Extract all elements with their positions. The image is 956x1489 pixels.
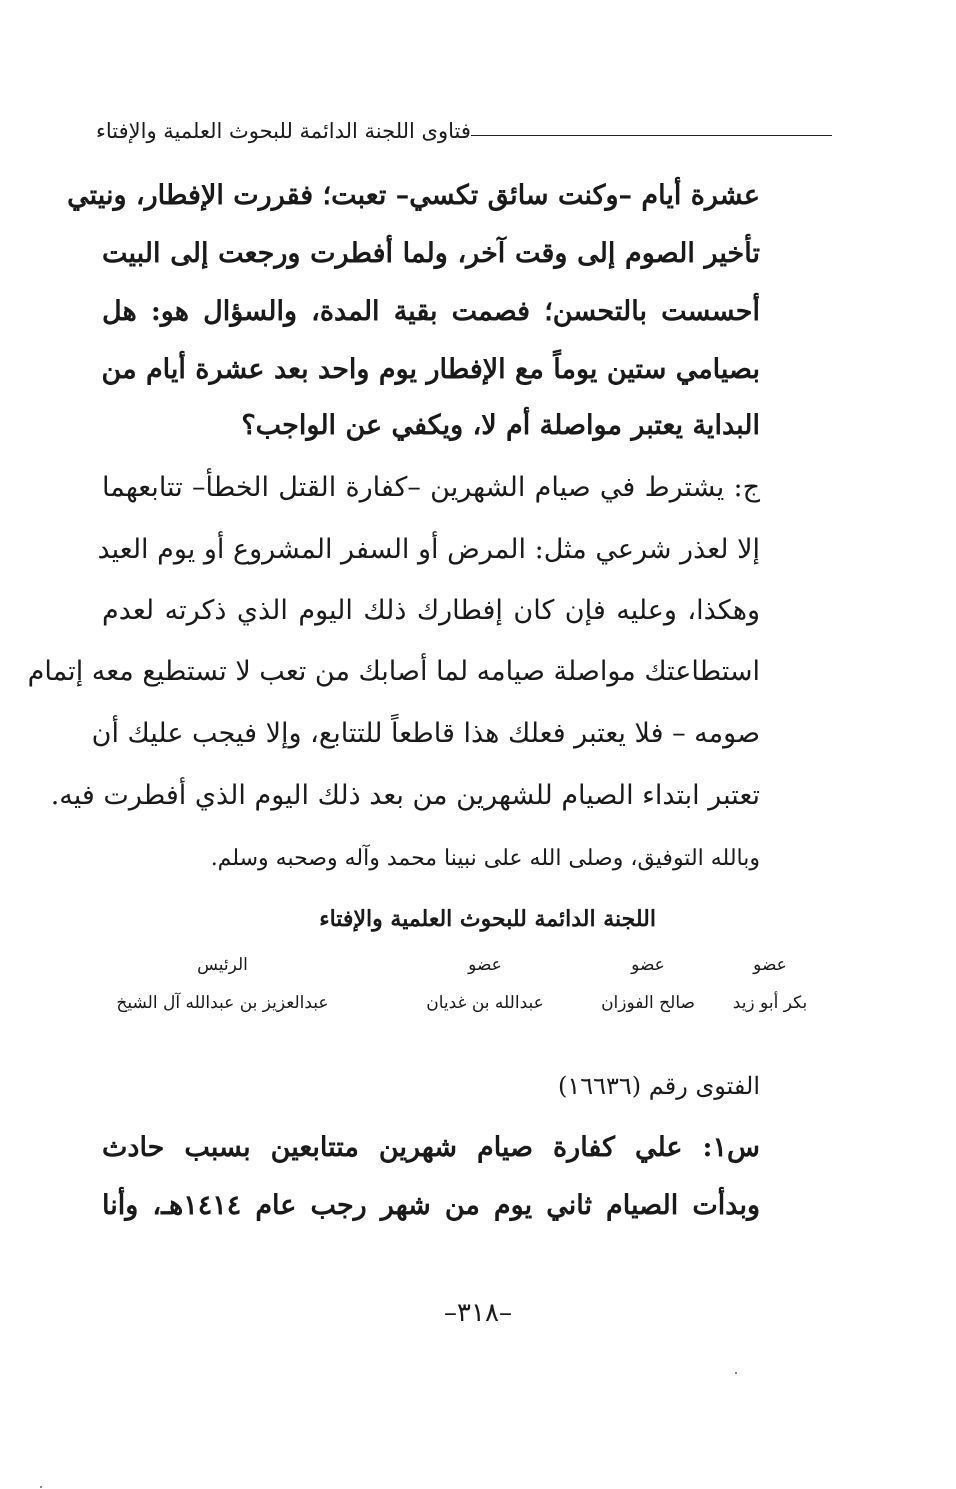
answer-line: إلا لعذر شرعي مثل: المرض أو السفر المشروع أو يوم العيد — [97, 534, 760, 565]
member-signature — [720, 955, 820, 1013]
member-role: الرئيس — [197, 955, 248, 975]
member-role: عضو — [468, 955, 502, 975]
committee-members — [100, 955, 820, 1035]
question-line: البداية يعتبر مواصلة أم لا، ويكفي عن الواجب؟ — [241, 410, 760, 441]
next-question-line: وبدأت الصيام ثاني يوم من شهر رجب عام ١٤١٤هـ، وأنا — [102, 1190, 761, 1221]
question-line: تأخير الصوم إلى وقت آخر، ولما أفطرت ورجعت إلى البيت — [102, 238, 760, 269]
closing-prayer: وبالله التوفيق، وصلى الله على نبينا محمد وآله وصحبه وسلم. — [210, 846, 760, 871]
answer-line: تعتبر ابتداء الصيام للشهرين من بعد ذلك اليوم الذي أفطرت فيه. — [50, 780, 760, 811]
question-line: بصيامي ستين يوماً مع الإفطار يوم واحد بعد عشرة أيام من — [101, 354, 760, 385]
running-title: فتاوى اللجنة الدائمة للبحوث العلمية والإفتاء — [96, 119, 471, 143]
member-signature — [100, 955, 345, 1013]
answer-line: ج: يشترط في صيام الشهرين –كفارة القتل الخطأ– تتابعهما — [102, 472, 760, 503]
member-role: عضو — [631, 955, 665, 975]
member-signature — [415, 955, 555, 1013]
page-number: –٣١٨– — [444, 1298, 512, 1328]
scan-speck — [735, 1372, 737, 1374]
next-question-line: س١: علي كفارة صيام شهرين متتابعين بسبب حادث — [102, 1132, 760, 1163]
question-line: عشرة أيام –وكنت سائق تكسي– تعبت؛ فقررت الإفطار، ونيتي — [67, 180, 760, 211]
member-name: عبدالعزيز بن عبدالله آل الشيخ — [116, 993, 329, 1013]
member-name: صالح الفوزان — [601, 993, 695, 1013]
answer-line: صومه – فلا يعتبر فعلك هذا قاطعاً للتتابع، وإلا فيجب عليك أن — [91, 718, 760, 749]
member-name: عبدالله بن غديان — [426, 993, 544, 1013]
member-signature — [588, 955, 708, 1013]
fatwa-number: الفتوى رقم (١٦٦٣٦) — [557, 1072, 760, 1100]
scan-speck — [40, 1486, 42, 1488]
running-header — [96, 113, 846, 149]
member-role: عضو — [753, 955, 787, 975]
answer-line: وهكذا، وعليه فإن كان إفطارك ذلك اليوم الذي ذكرته لعدم — [102, 595, 760, 626]
header-rule — [471, 135, 832, 136]
answer-line: استطاعتك مواصلة صيامه لما أصابك من تعب لا تستطيع معه إتمام — [27, 656, 760, 687]
question-line: أحسست بالتحسن؛ فصمت بقية المدة، والسؤال هو: هل — [102, 296, 760, 327]
member-name: بكر أبو زيد — [732, 993, 808, 1013]
committee-name: اللجنة الدائمة للبحوث العلمية والإفتاء — [319, 906, 656, 932]
